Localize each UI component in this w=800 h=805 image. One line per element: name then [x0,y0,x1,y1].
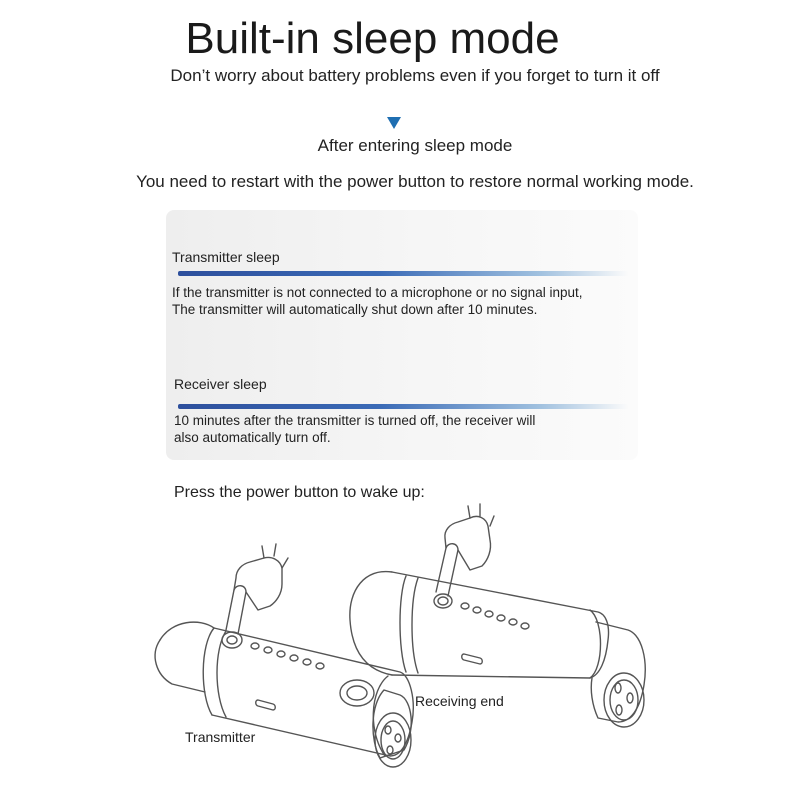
receiver-caption: Receiving end [415,693,504,709]
transmitter-sleep-line-2: The transmitter will automatically shut down after 10 minutes. [172,302,538,317]
receiver-sleep-title: Receiver sleep [174,376,267,392]
receiver-sleep-line-1: 10 minutes after the transmitter is turned off, the receiver will [174,413,536,428]
receiver-sleep-line-2: also automatically turn off. [174,430,331,445]
restart-instruction: You need to restart with the power button to restore normal working mode. [136,172,694,191]
transmitter-sleep-title: Transmitter sleep [172,249,280,265]
devices-drawing [0,500,800,800]
devices-illustration [0,500,800,800]
transmitter-sleep-line-1: If the transmitter is not connected to a microphone or no signal input, [172,285,583,300]
wake-up-prompt: Press the power button to wake up: [174,484,425,501]
page-title: Built-in sleep mode [185,14,560,63]
sleep-info-panel [166,210,638,460]
receiver-sleep-divider [178,404,628,409]
transmitter-caption: Transmitter [185,729,256,745]
page-subtitle: Don’t worry about battery problems even if you forget to turn it off [170,66,660,85]
down-arrow-icon [387,117,401,129]
transmitter-sleep-divider [178,271,628,276]
after-sleep-label: After entering sleep mode [317,136,513,155]
